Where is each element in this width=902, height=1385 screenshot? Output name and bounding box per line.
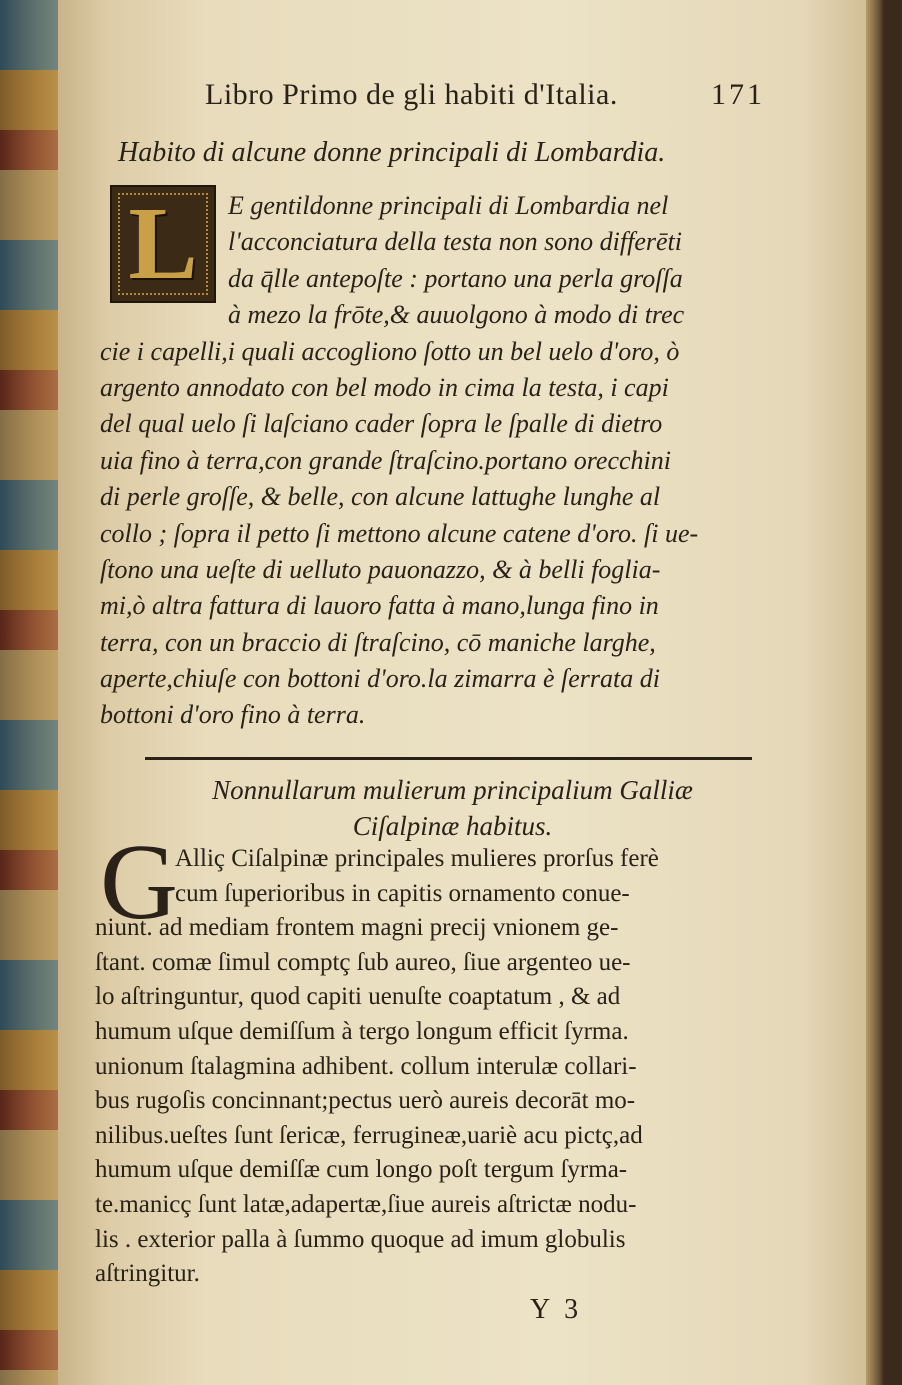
text-line: humum uſque demiſſæ cum longo poſt tergum ſyrma-: [95, 1156, 628, 1184]
text-line: unionum ſtalagmina adhibent. collum interulæ collari-: [95, 1052, 637, 1080]
text-line: aſtringitur.: [95, 1260, 200, 1288]
heading-line: Ciſalpinæ habitus.: [352, 811, 553, 841]
text-line: da q̄lle antepoſte : portano una perla groſſa: [228, 263, 683, 293]
text-line: del qual uelo ſi laſciano cader ſopra le ſpalle di dietro: [100, 409, 663, 439]
heading-line: Nonnullarum mulierum principalium Galliæ: [212, 775, 693, 805]
text-line: lis . exterior palla à ſummo quoque ad imum globulis: [95, 1225, 626, 1253]
section-heading-latin: [145, 772, 760, 844]
text-line: uia fino à terra,con grande ſtraſcino.portano orecchini: [100, 445, 671, 475]
text-line: l'acconciatura della testa non sono differēti: [228, 227, 682, 257]
text-line: bus rugoſis concinnant;pectus uerò aureis decorāt mo-: [95, 1087, 636, 1115]
text-line: collo ; ſopra il petto ſi mettono alcune catene d'oro. ſi ue-: [100, 518, 699, 548]
facing-page-illustration-edge: [0, 0, 61, 1385]
text-line: à mezo la frōte,& auuolgono à modo di trec: [228, 300, 685, 330]
signature-mark: Y 3: [530, 1294, 583, 1325]
text-line: ſtono una ueſte di uelluto pauonazzo, & à belli foglia-: [100, 554, 661, 584]
latin-text-block: [95, 842, 765, 1292]
decorated-initial-letter: L: [128, 186, 198, 301]
drop-cap-letter: G: [100, 823, 178, 942]
text-line: cie i capelli,i quali accogliono ſotto un bel uelo d'oro, ò: [100, 336, 680, 366]
text-line: ſtant. comæ ſimul comptç ſub aureo, ſiue argenteo ue-: [95, 948, 631, 976]
text-line: nilibus.ueſtes ſunt ſericæ, ferrugineæ,uariè acu pictç,ad: [95, 1121, 643, 1149]
page-number: 171: [711, 78, 765, 111]
section-heading-italian: Habito di alcune donne principali di Lombardia.: [118, 137, 666, 168]
running-title: Libro Primo de gli habiti d'Italia.: [205, 78, 618, 111]
text-line: E gentildonne principali di Lombardia nel: [228, 191, 669, 220]
page-fore-edge: [866, 0, 884, 1385]
text-line: niunt. ad mediam frontem magni precij vnionem ge-: [95, 914, 619, 942]
text-line: aperte,chiuſe con bottoni d'oro.la zimarra è ſerrata di: [100, 664, 660, 694]
section-divider: [145, 757, 752, 760]
text-line: Alliç Ciſalpinæ principales mulieres prorſus ferè: [175, 845, 659, 872]
text-line: bottoni d'oro fino à terra.: [100, 700, 366, 730]
text-line: cum ſuperioribus in capitis ornamento conue-: [175, 879, 630, 907]
text-line: di perle groſſe, & belle, con alcune lattughe lunghe al: [100, 482, 661, 512]
italian-text-block: [100, 188, 770, 734]
text-line: argento annodato con bel modo in cima la testa, i capi: [100, 372, 669, 402]
text-line: terra, con un braccio di ſtraſcino, cō maniche larghe,: [100, 627, 656, 657]
text-line: mi,ò altra fattura di lauoro fatta à mano,lunga fino in: [100, 591, 659, 621]
text-line: humum uſque demiſſum à tergo longum efficit ſyrma.: [95, 1017, 629, 1045]
text-line: lo aſtringuntur, quod capiti uenuſte coaptatum , & ad: [95, 983, 621, 1011]
text-line: te.manicç ſunt latæ,adapertæ,ſiue aureis aſtrictæ nodu-: [95, 1190, 637, 1218]
